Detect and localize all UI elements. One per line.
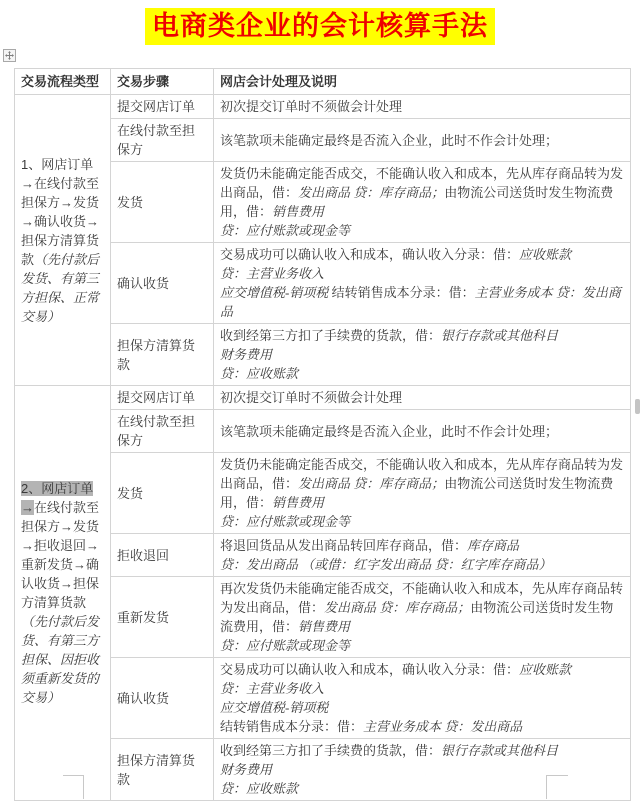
four-arrow-move-icon (5, 51, 14, 60)
step-cell[interactable]: 确认收货 (111, 243, 214, 324)
account-entry-text: 应收账款 (519, 247, 572, 262)
desc-line (220, 536, 624, 555)
account-entry-text: 发出商品 贷：库存商品； (298, 185, 445, 200)
step-cell[interactable]: 拒收退回 (111, 534, 214, 577)
step-cell[interactable]: 提交网店订单 (111, 386, 214, 410)
desc-line (220, 388, 624, 407)
text-run: 该笔款项未能确定最终是否流入企业，此时不作会计处理； (220, 132, 559, 148)
step-cell[interactable]: 担保方清算货款 (111, 324, 214, 386)
account-entry-text: 发出商品 贷：库存商品； (324, 600, 471, 615)
account-entry-text: 销售费用 (272, 204, 325, 219)
desc-line (220, 364, 624, 383)
desc-line (220, 636, 624, 655)
desc-line (220, 422, 624, 441)
desc-line (220, 660, 624, 679)
account-entry-text: 贷：应付账款或现金等 (220, 514, 351, 529)
table-row (15, 95, 631, 119)
desc-line (220, 131, 624, 150)
account-entry-text: 应交增值税-销项税 (220, 285, 332, 300)
text-run: 发货仍未能确定能否成交，不能确认收入和成本，先从库存商品转为发出商品，借： (220, 166, 624, 200)
desc-cell[interactable] (214, 577, 631, 658)
text-run: 在线付款至担保方→发货→拒收退回→重新发货→确认收货→担保方清算货款 (21, 500, 100, 610)
table-header-row (15, 69, 631, 95)
account-entry-text: 库存商品 (467, 538, 520, 553)
desc-cell[interactable] (214, 453, 631, 534)
title-bar (0, 8, 640, 45)
desc-line (220, 579, 624, 636)
page-corner-mark-right (546, 775, 568, 799)
text-run: 结转销售成本分录：借： (220, 719, 364, 734)
account-entry-text: 发出商品 贷：库存商品； (298, 476, 445, 491)
desc-line (220, 264, 624, 283)
desc-line (220, 455, 624, 512)
step-cell[interactable]: 担保方清算货款 (111, 739, 214, 801)
selected-text-run: 2、网店订单→ (21, 481, 94, 515)
page-title: 电商类企业的会计核算手法 (145, 8, 495, 45)
flow-type-cell[interactable] (15, 386, 111, 801)
account-entry-text: 应收账款 (519, 662, 572, 677)
desc-cell[interactable] (214, 534, 631, 577)
desc-cell[interactable] (214, 119, 631, 162)
desc-cell[interactable] (214, 243, 631, 324)
text-run: 由物流公司送货时发生物流费用，借： (220, 600, 614, 634)
account-entry-text: 贷：主营业务收入 (220, 266, 325, 281)
desc-cell[interactable] (214, 658, 631, 739)
text-run: 交易成功可以确认收入和成本，确认收入分录：借： (220, 247, 520, 262)
account-entry-text: 贷：发出商品 （或借：红字发出商品 贷：红字库存商品） (220, 557, 552, 572)
account-entry-text: 主营业务成本 贷：发出商品 (363, 719, 523, 734)
desc-line (220, 679, 624, 698)
text-run: 收到经第三方扣了手续费的货款，借： (220, 743, 442, 758)
text-run: 该笔款项未能确定最终是否流入企业，此时不作会计处理； (220, 423, 559, 439)
text-run: 初次提交订单时不须做会计处理 (220, 99, 403, 114)
desc-line (220, 97, 624, 116)
desc-cell[interactable] (214, 95, 631, 119)
account-entry-text: 主营业务成本 贷：发出商品 (220, 285, 621, 319)
account-entry-text: 银行存款或其他科目 (441, 743, 559, 758)
account-entry-text: 财务费用 (220, 347, 273, 362)
desc-cell[interactable] (214, 324, 631, 386)
account-entry-text: 银行存款或其他科目 (441, 328, 559, 343)
desc-line (220, 283, 624, 321)
desc-line (220, 245, 624, 264)
desc-line (220, 717, 624, 736)
text-run: 发货仍未能确定能否成交，不能确认收入和成本，先从库存商品转为发出商品，借： (220, 457, 624, 491)
column-header-0[interactable]: 交易流程类型 (15, 69, 111, 95)
account-entry-text: （先付款后发货、有第三方担保、正常交易） (21, 251, 100, 324)
page-corner-mark-left (63, 775, 84, 799)
text-run: 再次发货仍未能确定能否成交，不能确认收入和成本，先从库存商品转为发出商品，借： (220, 581, 624, 615)
desc-line (220, 164, 624, 221)
step-cell[interactable]: 在线付款至担保方 (111, 119, 214, 162)
step-cell[interactable]: 发货 (111, 453, 214, 534)
desc-line (220, 741, 624, 760)
text-run: 结转销售成本分录：借： (331, 285, 475, 300)
step-cell[interactable]: 确认收货 (111, 658, 214, 739)
desc-line (220, 698, 624, 717)
text-run: 收到经第三方扣了手续费的货款，借： (220, 328, 442, 343)
step-cell[interactable]: 提交网店订单 (111, 95, 214, 119)
account-entry-text: 销售费用 (298, 619, 351, 634)
text-run: 将退回货品从发出商品转回库存商品，借： (220, 538, 468, 553)
desc-line (220, 512, 624, 531)
account-entry-text: 财务费用 (220, 762, 273, 777)
text-run: 1、网店订单→在线付款至担保方→发货→确认收货→担保方清算货款 (21, 156, 100, 267)
desc-cell[interactable] (214, 386, 631, 410)
table-row (15, 386, 631, 410)
desc-line (220, 221, 624, 240)
step-cell[interactable]: 重新发货 (111, 577, 214, 658)
table-body (15, 95, 631, 801)
column-header-1[interactable]: 交易步骤 (111, 69, 214, 95)
header-row (15, 69, 631, 95)
desc-line (220, 555, 624, 574)
text-run: 由物流公司送货时发生物流费用，借： (220, 185, 614, 219)
desc-line (220, 345, 624, 364)
column-header-2[interactable]: 网店会计处理及说明 (214, 69, 631, 95)
step-cell[interactable]: 在线付款至担保方 (111, 410, 214, 453)
account-entry-text: 贷：应付账款或现金等 (220, 223, 351, 238)
scrollbar-thumb[interactable] (635, 399, 640, 414)
account-entry-text: 贷：主营业务收入 (220, 681, 325, 696)
text-run: 由物流公司送货时发生物流费用，借： (220, 476, 614, 510)
text-run: 初次提交订单时不须做会计处理 (220, 390, 403, 405)
flow-type-cell[interactable] (15, 95, 111, 386)
accounting-table (14, 68, 631, 801)
table-move-handle-icon[interactable] (3, 49, 16, 62)
account-entry-text: 贷：应收账款 (220, 366, 299, 381)
desc-cell[interactable] (214, 162, 631, 243)
account-entry-text: 应交增值税-销项税 (220, 700, 329, 715)
account-entry-text: 销售费用 (272, 495, 325, 510)
text-run: 交易成功可以确认收入和成本，确认收入分录：借： (220, 662, 520, 677)
step-cell[interactable]: 发货 (111, 162, 214, 243)
account-entry-text: 贷：应付账款或现金等 (220, 638, 351, 653)
desc-line (220, 326, 624, 345)
desc-cell[interactable] (214, 410, 631, 453)
account-entry-text: （先付款后发货、有第三方担保、因拒收须重新发货的交易） (21, 614, 100, 705)
account-entry-text: 贷：应收账款 (220, 781, 299, 796)
